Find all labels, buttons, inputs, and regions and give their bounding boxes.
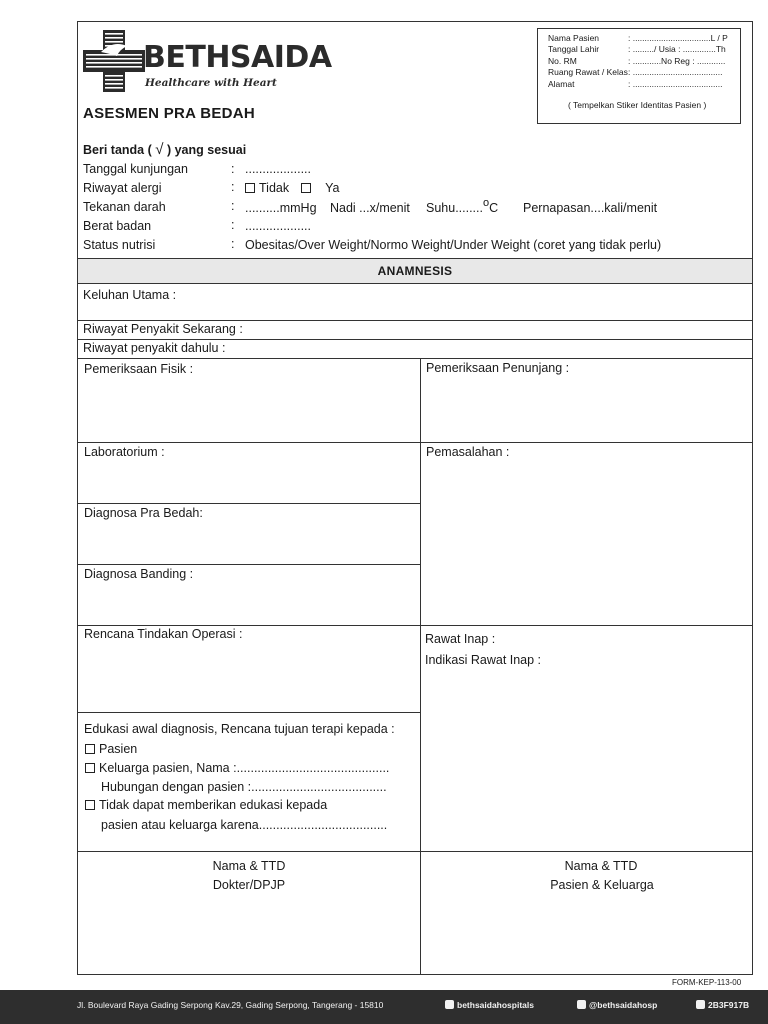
weight-label: Berat badan <box>83 219 152 233</box>
footer-facebook[interactable] <box>445 1000 534 1010</box>
visit-date-value[interactable]: ................... <box>245 162 311 176</box>
chief-complaint-label[interactable]: Keluhan Utama : <box>83 288 177 302</box>
education-unable-checkbox[interactable] <box>85 800 95 810</box>
patient-signature-role: Pasien & Keluarga <box>550 878 654 892</box>
instruction <box>83 142 246 158</box>
temperature-value: Suhu........ <box>426 201 483 215</box>
divider <box>77 320 753 321</box>
education-patient-label: Pasien <box>99 742 138 756</box>
allergy-no-label: Tidak <box>259 181 290 195</box>
education-title: Edukasi awal diagnosis, Rencana tujuan terapi kepada : <box>84 722 395 736</box>
patient-name-value[interactable]: : .................................L / P <box>628 33 728 43</box>
blood-pressure-label: Tekanan darah <box>83 200 166 214</box>
medical-record-label: No. RM <box>548 56 577 66</box>
divider <box>77 564 420 565</box>
logo-tagline: Healthcare with Heart <box>145 77 277 89</box>
divider <box>77 339 753 340</box>
check-mark-icon: √ <box>155 141 164 158</box>
allergy-label: Riwayat alergi <box>83 181 162 195</box>
divider <box>77 625 753 626</box>
laboratory-label[interactable]: Laboratorium : <box>84 445 165 459</box>
anamnesis-header <box>78 258 752 284</box>
anamnesis-title: ANAMNESIS <box>377 264 453 278</box>
footer-bbm[interactable] <box>696 1000 749 1010</box>
form-code: FORM-KEP-113-00 <box>672 978 742 987</box>
surgery-plan-label[interactable]: Rencana Tindakan Operasi : <box>84 627 243 641</box>
medical-record-value[interactable]: : ............No Reg : ............ <box>628 56 726 66</box>
allergy-options <box>245 181 339 196</box>
colon: : <box>231 162 235 176</box>
education-family-option <box>85 761 389 776</box>
past-illness-label[interactable]: Riwayat penyakit dahulu : <box>83 341 226 355</box>
nutrition-value[interactable]: Obesitas/Over Weight/Normo Weight/Under Weight (coret yang tidak perlu) <box>245 238 662 252</box>
doctor-signature-title: Nama & TTD <box>212 859 286 873</box>
problems-label[interactable]: Pemasalahan : <box>426 445 510 459</box>
logo <box>83 30 332 92</box>
facebook-handle: bethsaidahospitals <box>457 1000 534 1010</box>
footer <box>0 990 768 1024</box>
sticker-note: ( Tempelkan Stiker Identitas Pasien ) <box>568 100 707 110</box>
page-title: ASESMEN PRA BEDAH <box>83 105 256 122</box>
ward-class-value[interactable]: : ...................................... <box>628 67 723 77</box>
education-family-label: Keluarga pasien, Nama :............................................ <box>99 761 390 775</box>
physical-exam-label[interactable]: Pemeriksaan Fisik : <box>84 362 194 376</box>
education-unable-label: Tidak dapat memberikan edukasi kepada <box>99 798 328 812</box>
divider <box>77 712 420 713</box>
doctor-signature-role: Dokter/DPJP <box>212 878 286 892</box>
weight-value[interactable]: ................... <box>245 219 311 233</box>
divider <box>77 358 753 359</box>
birth-date-value[interactable]: : ........./ Usia : ..............Th <box>628 44 726 54</box>
colon: : <box>231 199 235 213</box>
instruction-post: ) yang sesuai <box>166 143 247 157</box>
instagram-handle: @bethsaidahosp <box>589 1000 658 1010</box>
address-label: Alamat <box>548 79 575 89</box>
address-value[interactable]: : ...................................... <box>628 79 723 89</box>
education-unable-option <box>85 798 327 813</box>
temperature-field[interactable] <box>426 197 499 217</box>
education-relationship[interactable]: Hubungan dengan pasien :....................................... <box>101 780 387 794</box>
supporting-exam-label[interactable]: Pemeriksaan Penunjang : <box>426 361 570 375</box>
divider <box>77 851 753 852</box>
divider <box>77 442 753 443</box>
colon: : <box>231 180 235 194</box>
respiration-field[interactable]: Pernapasan....kali/menit <box>523 201 658 215</box>
present-illness-label[interactable]: Riwayat Penyakit Sekarang : <box>83 322 243 336</box>
ward-class-label: Ruang Rawat / Kelas <box>548 67 628 77</box>
bbm-pin: 2B3F917B <box>708 1000 750 1010</box>
education-family-checkbox[interactable] <box>85 763 95 773</box>
allergy-yes-label: Ya <box>325 181 340 195</box>
divider <box>77 503 420 504</box>
temperature-unit: C <box>489 201 499 215</box>
pulse-field[interactable]: Nadi ...x/menit <box>330 201 410 215</box>
colon: : <box>231 218 235 232</box>
pre-op-diagnosis-label[interactable]: Diagnosa Pra Bedah: <box>84 506 203 520</box>
footer-address: Jl. Boulevard Raya Gading Serpong Kav.29, Gading Serpong, Tangerang - 15810 <box>77 1000 384 1010</box>
education-patient-checkbox[interactable] <box>85 744 95 754</box>
blood-pressure-value[interactable]: ..........mmHg <box>245 201 317 215</box>
allergy-yes-checkbox[interactable] <box>301 183 311 193</box>
colon: : <box>231 237 235 251</box>
nutrition-label: Status nutrisi <box>83 238 156 252</box>
education-reason[interactable]: pasien atau keluarga karena..................................... <box>101 818 388 832</box>
logo-name: BETHSAIDA <box>143 40 332 75</box>
allergy-no-checkbox[interactable] <box>245 183 255 193</box>
patient-name-label: Nama Pasien <box>548 33 600 43</box>
instagram-icon <box>577 1000 586 1009</box>
instruction-pre: Beri tanda ( <box>83 143 152 157</box>
patient-identity-box <box>537 28 741 124</box>
inpatient-label[interactable]: Rawat Inap : <box>425 632 496 646</box>
birth-date-label: Tanggal Lahir <box>548 44 600 54</box>
bbm-icon <box>696 1000 705 1009</box>
degree-symbol: o <box>482 197 490 209</box>
inpatient-indication-label[interactable]: Indikasi Rawat Inap : <box>425 653 542 667</box>
patient-signature-title: Nama & TTD <box>564 859 638 873</box>
footer-instagram[interactable] <box>577 1000 657 1010</box>
bethsaida-cross-icon <box>83 30 145 92</box>
differential-diagnosis-label[interactable]: Diagnosa Banding : <box>84 567 194 581</box>
visit-date-label: Tanggal kunjungan <box>83 162 188 176</box>
facebook-icon <box>445 1000 454 1009</box>
education-patient-option <box>85 742 137 757</box>
